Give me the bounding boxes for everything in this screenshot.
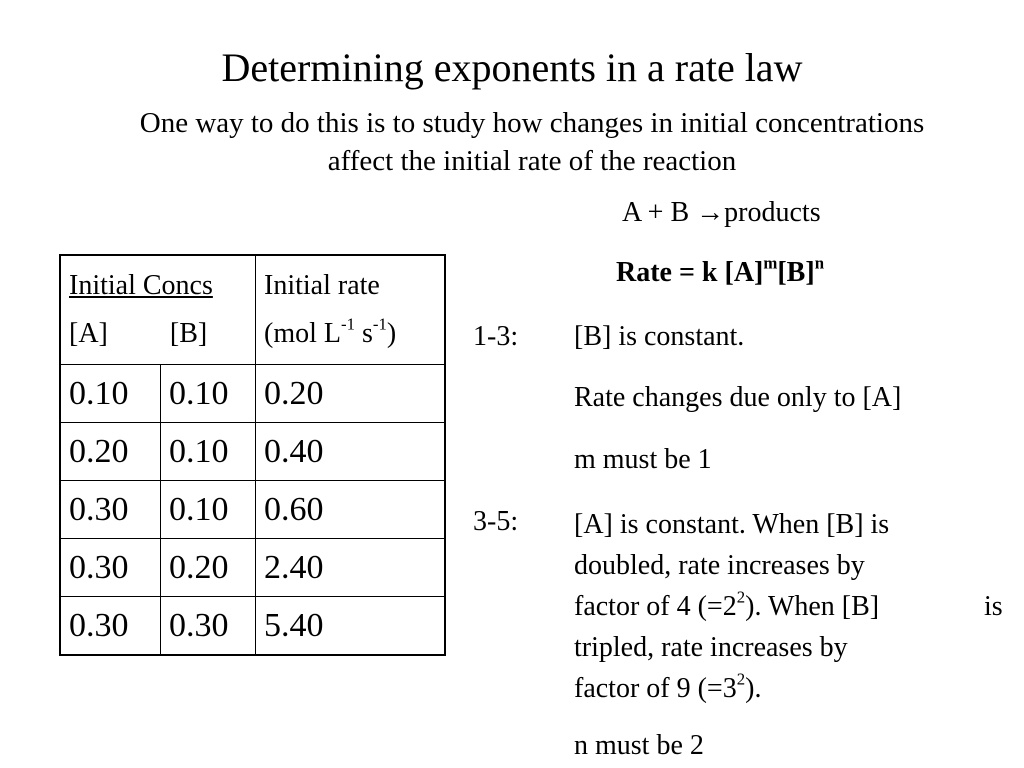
- para-line-5-a: factor of 9 (=3: [574, 673, 737, 704]
- reaction-products: products: [724, 197, 821, 228]
- para-line-3-exp: 2: [736, 587, 746, 607]
- cell-b: 0.10: [161, 481, 256, 539]
- cell-a: 0.30: [60, 481, 161, 539]
- header-concs-label: Initial Concs: [69, 270, 213, 301]
- table-row: [60, 423, 445, 481]
- units-exp-2: -1: [372, 314, 387, 334]
- rate-due-a-text: Rate changes due only to [A]: [574, 382, 902, 413]
- exponent-n: n: [814, 253, 825, 273]
- units-prefix: (mol L: [264, 318, 341, 349]
- rate-data-table: [59, 254, 446, 656]
- units-suffix: ): [386, 318, 397, 349]
- b-constant-text: [B] is constant.: [574, 321, 745, 352]
- cell-a: 0.30: [60, 539, 161, 597]
- header-concs-columns: [69, 310, 255, 358]
- n-result-text: n must be 2: [574, 730, 704, 761]
- rows-3-5-explanation: [574, 504, 1014, 709]
- cell-a: 0.20: [60, 423, 161, 481]
- para-line-5-b: ).: [745, 673, 762, 704]
- para-line-3-a: factor of 4 (=2: [574, 591, 737, 622]
- slide-title: Determining exponents in a rate law: [221, 45, 803, 90]
- slide-subtitle: [50, 104, 1014, 180]
- para-line-3: [574, 586, 1014, 627]
- right-arrow-icon: →: [696, 197, 725, 228]
- header-rate-units: [264, 310, 444, 358]
- table-row: [60, 597, 445, 656]
- para-line-4: tripled, rate increases by: [574, 632, 848, 663]
- header-initial-rate: [256, 255, 446, 365]
- table-row: [60, 365, 445, 423]
- cell-rate: 5.40: [256, 597, 446, 656]
- cell-rate: 0.40: [256, 423, 446, 481]
- label-rows-3-5: 3-5:: [473, 506, 519, 537]
- cell-b: 0.10: [161, 423, 256, 481]
- table-row: [60, 539, 445, 597]
- para-line-3-b: ). When [B]: [745, 591, 880, 622]
- m-result-text: m must be 1: [574, 444, 712, 475]
- reaction-reactants: A + B: [622, 197, 697, 228]
- para-line-3-c: is: [984, 591, 1003, 622]
- cell-b: 0.20: [161, 539, 256, 597]
- rate-law-middle: [B]: [777, 257, 815, 288]
- table-row: [60, 481, 445, 539]
- para-line-5-exp: 2: [736, 669, 746, 689]
- cell-rate: 2.40: [256, 539, 446, 597]
- rate-law: [616, 253, 825, 290]
- rate-law-prefix: Rate = k [A]: [616, 257, 764, 288]
- reaction-equation: [622, 196, 821, 230]
- header-col-a: [A]: [69, 318, 108, 349]
- para-line-5: [574, 668, 1014, 709]
- cell-rate: 0.20: [256, 365, 446, 423]
- cell-rate: 0.60: [256, 481, 446, 539]
- subtitle-line-1: One way to do this is to study how changes in initial concentrations: [139, 107, 925, 139]
- para-line-2: doubled, rate increases by: [574, 550, 865, 581]
- units-mid: s: [354, 318, 373, 349]
- exponent-m: m: [763, 253, 778, 273]
- label-rows-1-3: 1-3:: [473, 321, 519, 352]
- units-exp-1: -1: [341, 314, 355, 334]
- cell-b: 0.30: [161, 597, 256, 656]
- header-col-b: [B]: [169, 318, 208, 349]
- cell-a: 0.10: [60, 365, 161, 423]
- subtitle-line-2: affect the initial rate of the reaction: [327, 145, 737, 177]
- para-line-1: [A] is constant. When [B] is: [574, 509, 890, 540]
- header-rate-label: Initial rate: [264, 270, 380, 301]
- cell-b: 0.10: [161, 365, 256, 423]
- header-initial-concs: [60, 255, 256, 365]
- table-header-row: [60, 255, 445, 365]
- cell-a: 0.30: [60, 597, 161, 656]
